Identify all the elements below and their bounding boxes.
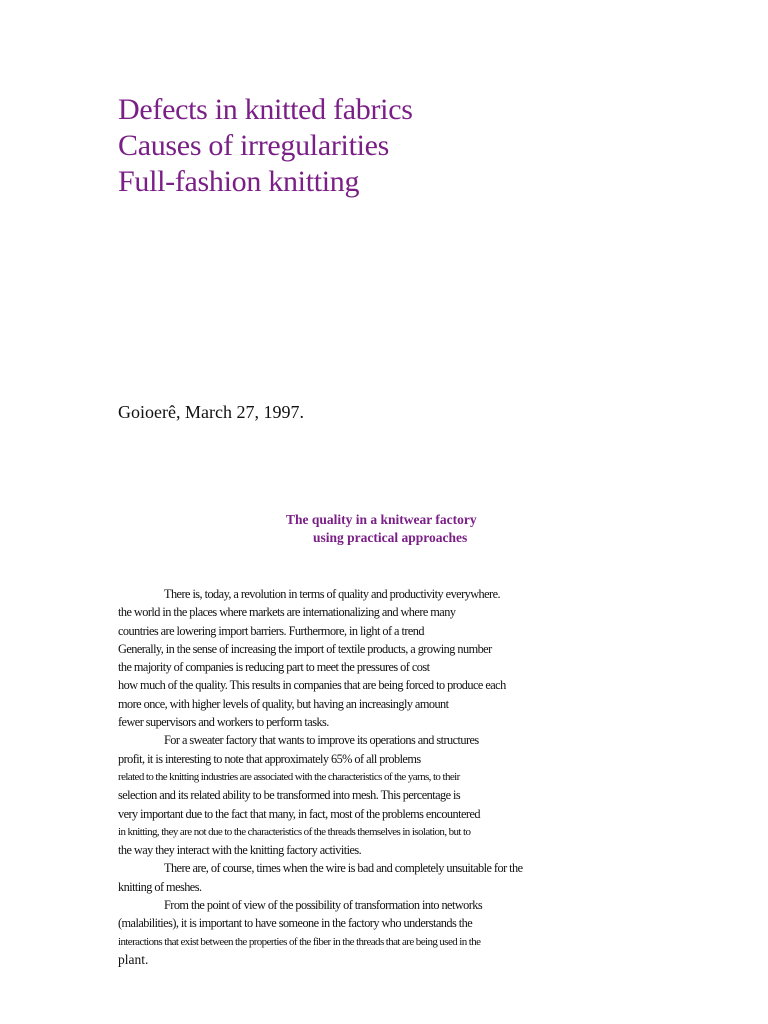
body-line: There are, of course, times when the wire is bad and completely unsuitable for the xyxy=(164,861,523,876)
body-line: the world in the places where markets are internationalizing and where many xyxy=(118,605,456,620)
body-line: Generally, in the sense of increasing the import of textile products, a growing number xyxy=(118,641,492,656)
body-line: countries are lowering import barriers. Furthermore, in light of a trend xyxy=(118,623,424,638)
body-line: For a sweater factory that wants to improve its operations and structures xyxy=(164,733,479,748)
title-line: Full-fashion knitting xyxy=(118,165,360,198)
body-line: selection and its related ability to be transformed into mesh. This percentage is xyxy=(118,788,461,803)
body-line: more once, with higher levels of quality, but having an increasingly amount xyxy=(118,696,449,711)
section-heading xyxy=(286,511,477,547)
body-text xyxy=(118,585,568,969)
body-line: (malabilities), it is important to have someone in the factory who understands the xyxy=(118,916,473,931)
body-line: knitting of meshes. xyxy=(118,879,202,894)
date-line: Goioerê, March 27, 1997. xyxy=(118,402,304,422)
section-heading-line: The quality in a knitwear factory xyxy=(286,512,477,527)
title-line: Defects in knitted fabrics xyxy=(118,93,413,126)
body-line: From the point of view of the possibility of transformation into networks xyxy=(164,898,483,913)
body-line: related to the knitting industries are associated with the characteristics of the yarns, to their xyxy=(118,770,460,783)
body-line: plant. xyxy=(118,951,149,967)
body-line: the way they interact with the knitting factory activities. xyxy=(118,843,362,858)
body-line: interactions that exist between the properties of the fiber in the threads that are being used in the xyxy=(118,935,481,948)
body-line: the majority of companies is reducing part to meet the pressures of cost xyxy=(118,660,430,675)
body-line: fewer supervisors and workers to perform tasks. xyxy=(118,715,329,730)
title-line: Causes of irregularities xyxy=(118,129,390,162)
body-line: in knitting, they are not due to the characteristics of the threads themselves in isolation, but to xyxy=(118,825,471,838)
body-line: very important due to the fact that many, in fact, most of the problems encountered xyxy=(118,806,480,821)
section-heading-line: using practical approaches xyxy=(313,530,468,545)
body-line: There is, today, a revolution in terms of quality and productivity everywhere. xyxy=(164,587,501,601)
body-line: profit, it is interesting to note that approximately 65% of all problems xyxy=(118,751,421,766)
document-title xyxy=(118,92,413,200)
body-line: how much of the quality. This results in companies that are being forced to produce each xyxy=(118,678,506,693)
